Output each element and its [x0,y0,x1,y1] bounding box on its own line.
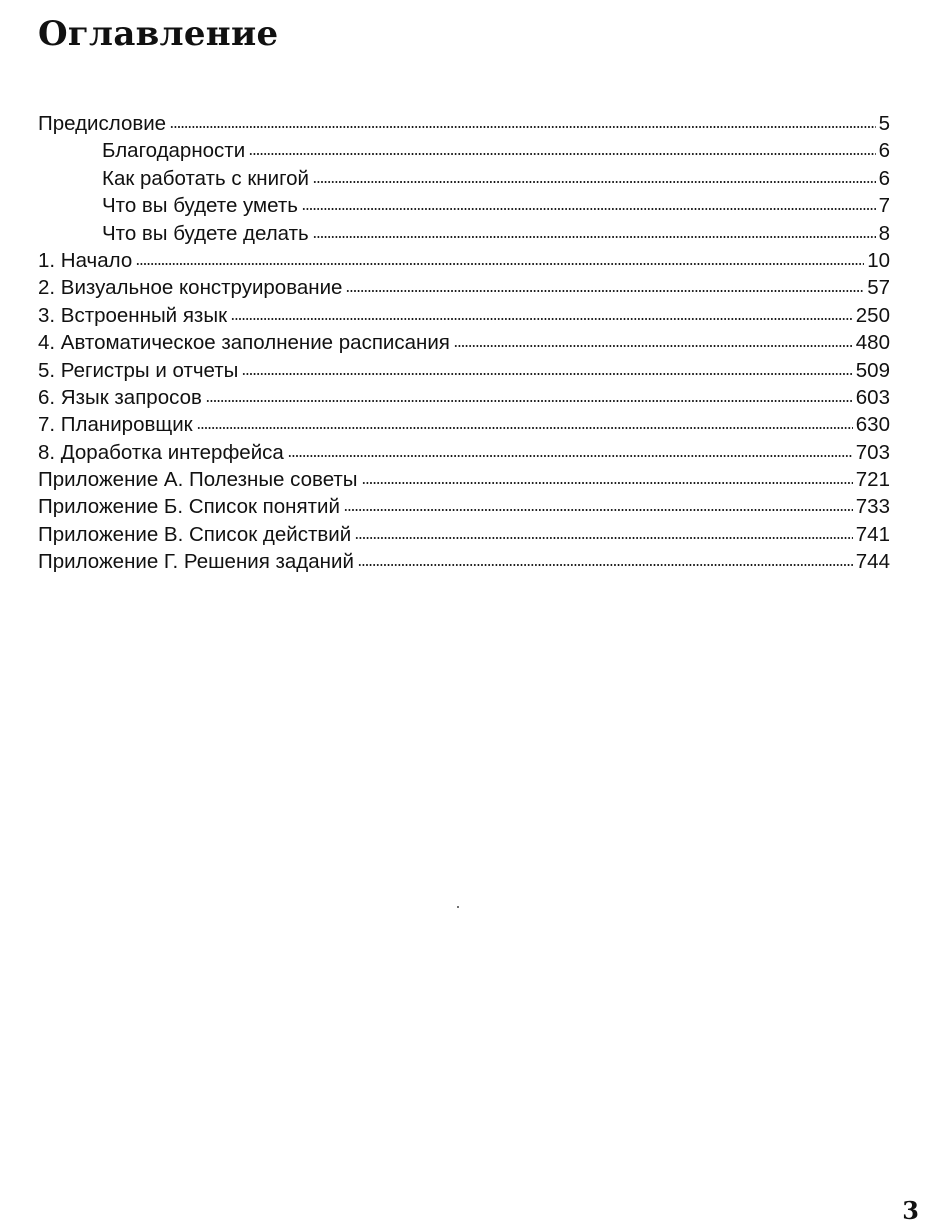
toc-dot-leader [355,537,853,539]
toc-entry-title: Что вы будете делать [102,221,309,245]
toc-entry[interactable] [38,274,890,301]
toc-entry-page: 509 [855,358,890,382]
toc-entry-page: 741 [855,522,890,546]
toc-entry[interactable] [38,466,890,493]
toc-entry-page: 744 [855,550,890,574]
toc-dot-leader [288,455,853,457]
toc-entry-title: 5. Регистры и отчеты [38,358,239,382]
toc-entry[interactable] [38,302,890,329]
toc-entry[interactable] [38,548,890,575]
toc-entry-title: Предисловие [38,112,167,135]
toc-entry-title: 7. Планировщик [38,413,193,437]
toc-dot-leader [136,263,864,265]
toc-entry[interactable] [38,192,890,219]
toc-dot-leader [313,236,876,238]
toc-entry-title: 2. Визуальное конструирование [38,276,343,300]
toc-entry-title: 4. Автоматическое заполнение расписания [38,331,450,355]
toc-dot-leader [249,153,875,155]
toc-entry-title: Приложение А. Полезные советы [38,468,358,492]
toc-entry-title: Приложение Б. Список понятий [38,495,340,519]
toc-entry[interactable] [38,329,890,356]
toc-entry-page: 57 [867,276,890,300]
toc-entry[interactable] [38,110,890,137]
toc-entry[interactable] [38,493,890,520]
toc-dot-leader [346,290,864,292]
toc-entry-title: 1. Начало [38,248,133,272]
toc-dot-leader [170,126,876,128]
toc-entry-page: 6 [878,139,890,163]
toc-entry-page: 6 [878,166,890,190]
toc-entry[interactable] [38,220,890,247]
toc-dot-leader [454,345,853,347]
toc-entry-title: Приложение Г. Решения заданий [38,550,354,574]
toc-dot-leader [362,482,853,484]
toc-entry[interactable] [38,247,890,274]
toc-entry-page: 721 [855,468,890,492]
toc-entry-page: 10 [867,248,890,272]
toc-entry-title: 6. Язык запросов [38,385,202,409]
toc-entry-page: 603 [855,385,890,409]
toc-dot-leader [206,400,853,402]
toc-entry[interactable] [38,384,890,411]
toc-entry-page: 7 [878,194,890,218]
toc-entry-page: 703 [855,440,890,464]
toc-entry-title: Благодарности [102,139,246,163]
toc-entry-page: 733 [855,495,890,519]
toc-entry-page: 630 [855,413,890,437]
toc-entry-page: 5 [878,112,890,135]
toc-entry[interactable] [38,165,890,192]
toc-entry[interactable] [38,411,890,438]
toc-dot-leader [358,564,853,566]
toc-entry-title: Приложение В. Список действий [38,522,352,546]
toc-dot-leader [313,181,876,183]
toc-entry-page: 8 [878,221,890,245]
toc-entry[interactable] [38,357,890,384]
table-of-contents [38,110,890,576]
toc-entry[interactable] [38,137,890,164]
toc-dot-leader [197,427,853,429]
toc-entry-title: Что вы будете уметь [102,194,298,218]
toc-entry-page: 250 [855,303,890,327]
toc-entry-page: 480 [855,331,890,355]
toc-entry[interactable] [38,521,890,548]
toc-dot-leader [344,509,853,511]
toc-entry[interactable] [38,439,890,466]
toc-entry-title: Как работать с книгой [102,166,309,190]
page-number: 3 [902,1196,919,1225]
toc-entry-title: 8. Доработка интерфейса [38,440,284,464]
toc-dot-leader [302,208,876,210]
page-title: Оглавление [38,14,279,54]
toc-dot-leader [231,318,853,320]
toc-dot-leader [242,373,852,375]
toc-entry-title: 3. Встроенный язык [38,303,228,327]
stray-dot-mark [457,906,459,908]
